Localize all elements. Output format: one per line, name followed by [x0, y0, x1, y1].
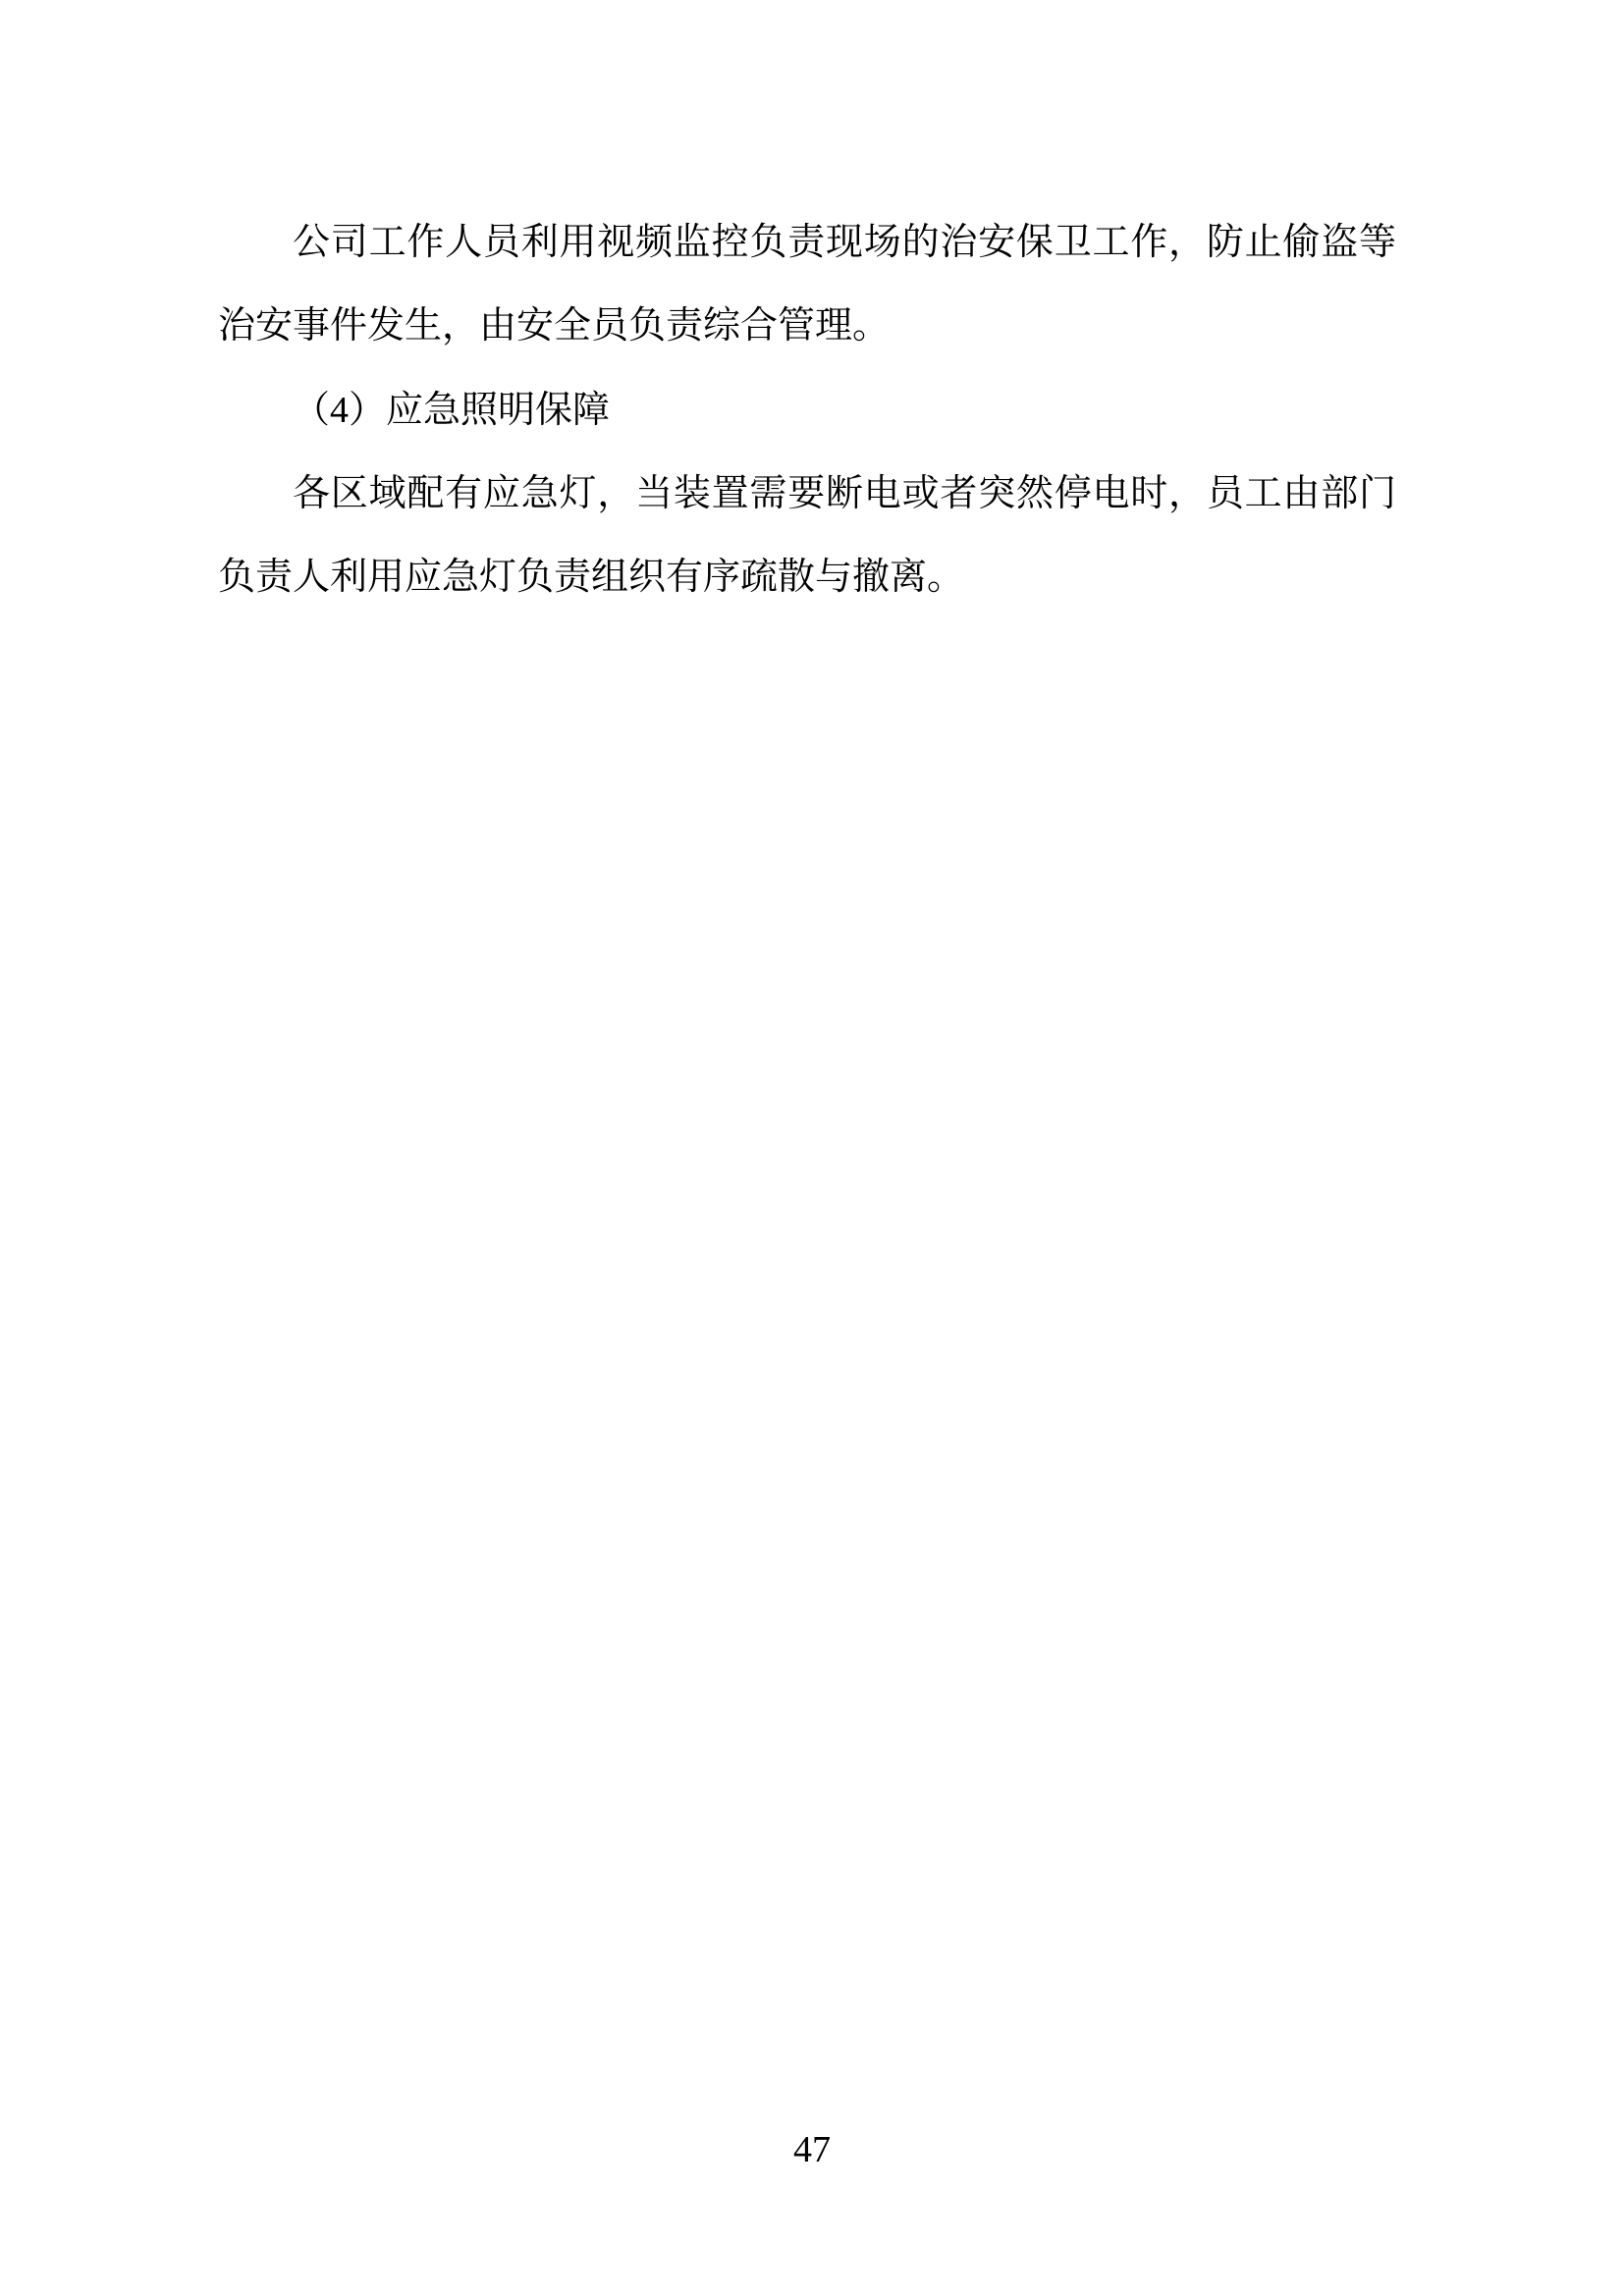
- document-text-block: [218, 201, 1396, 619]
- paragraph-security-monitoring: 公司工作人员利用视频监控负责现场的治安保卫工作，防止偷盗等治安事件发生，由安全员负责综合管理。: [218, 222, 1396, 347]
- paragraph-emergency-lighting: 各区域配有应急灯，当装置需要断电或者突然停电时，员工由部门负责人利用应急灯负责组织有序疏散与撤离。: [218, 472, 1396, 599]
- page-number: 47: [793, 2129, 831, 2170]
- heading-emergency-lighting: （4）应急照明保障: [293, 389, 611, 431]
